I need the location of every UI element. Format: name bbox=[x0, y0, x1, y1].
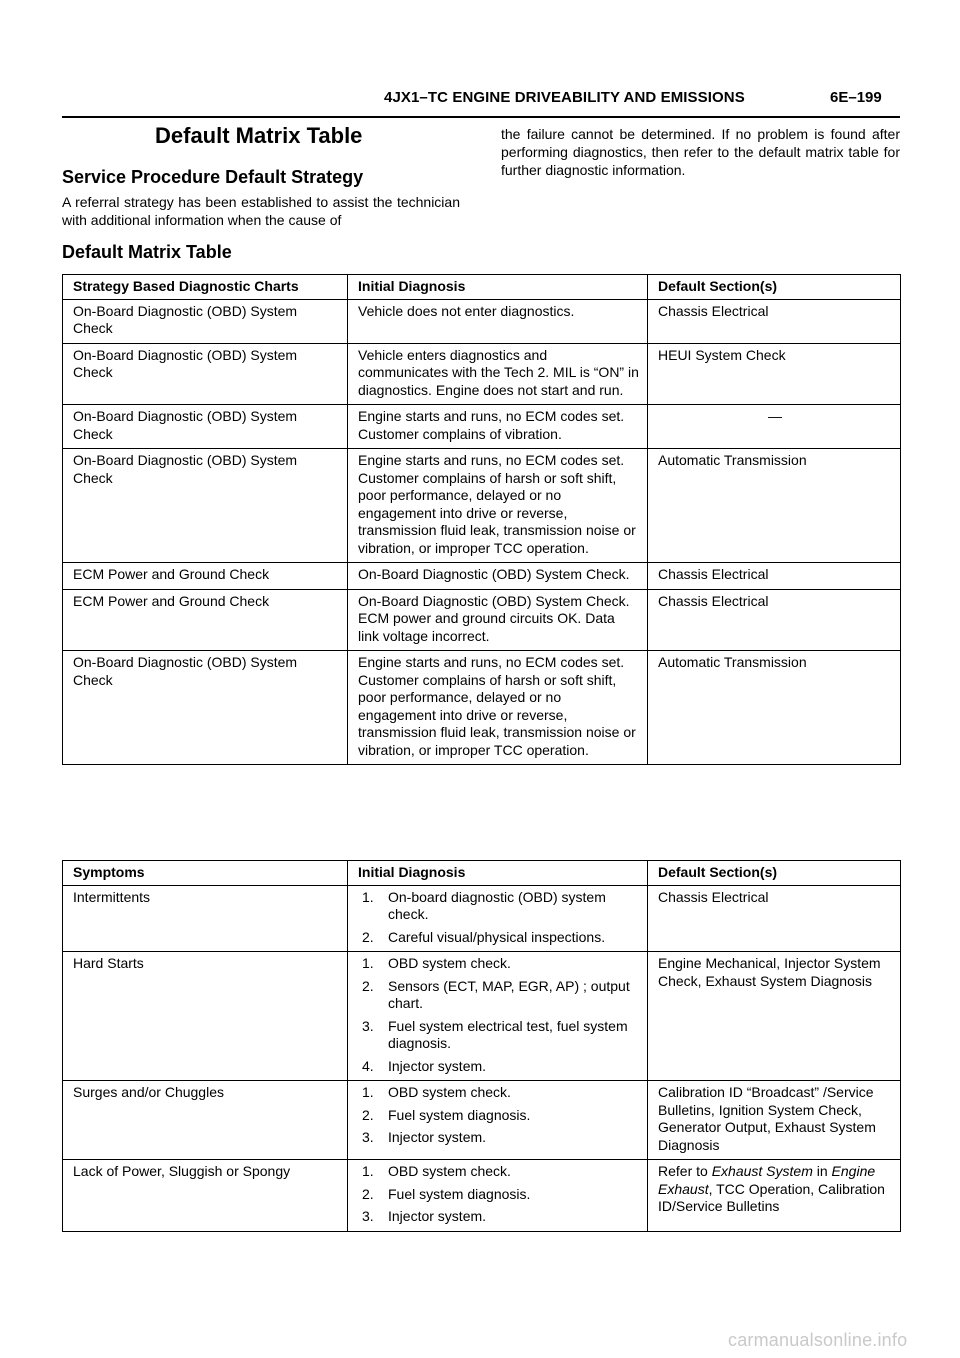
section-cell bbox=[648, 1160, 901, 1232]
step-text: Fuel system diagnosis. bbox=[388, 1185, 531, 1202]
list-item bbox=[358, 1163, 639, 1181]
section-cell: Automatic Transmission bbox=[648, 449, 901, 563]
section-cell: Chassis Electrical bbox=[648, 885, 901, 952]
column-header: Strategy Based Diagnostic Charts bbox=[63, 275, 348, 300]
symptoms-matrix-table bbox=[62, 860, 901, 1232]
table-row bbox=[63, 651, 901, 765]
list-item bbox=[358, 1018, 639, 1053]
table-header-row bbox=[63, 275, 901, 300]
table-row bbox=[63, 343, 901, 405]
column-header: Initial Diagnosis bbox=[348, 275, 648, 300]
step-text: OBD system check. bbox=[388, 955, 511, 971]
watermark: carmanualsonline.info bbox=[728, 1330, 908, 1350]
diagnosis-cell bbox=[348, 885, 648, 952]
step-number: 1. bbox=[362, 1163, 374, 1179]
step-text: Careful visual/physical inspections. bbox=[388, 928, 606, 945]
column-header: Symptoms bbox=[63, 861, 348, 886]
chart-cell: On-Board Diagnostic (OBD) System Check bbox=[63, 449, 348, 563]
chart-cell: On-Board Diagnostic (OBD) System Check bbox=[63, 343, 348, 405]
page-header bbox=[0, 89, 960, 111]
diagnosis-cell: Engine starts and runs, no ECM codes set. Customer complains of harsh or soft shift, poor performance, delayed or no engagement into drive or reverse, transmission fluid leak, transmission noise or vibration, or improper TCC operation. bbox=[348, 449, 648, 563]
step-text: Injector system. bbox=[388, 1057, 487, 1074]
chart-cell: On-Board Diagnostic (OBD) System Check bbox=[63, 651, 348, 765]
chart-cell: On-Board Diagnostic (OBD) System Check bbox=[63, 299, 348, 343]
step-number: 1. bbox=[362, 1084, 374, 1100]
section-title: Service Procedure Default Strategy bbox=[62, 167, 364, 187]
list-item bbox=[358, 1058, 639, 1076]
diagnosis-cell bbox=[348, 1160, 648, 1232]
page-number: 6E–199 bbox=[830, 89, 882, 106]
table-header-row bbox=[63, 861, 901, 886]
step-text: Fuel system diagnosis. bbox=[388, 1106, 531, 1123]
section-cell: Calibration ID “Broadcast” /Service Bulletins, Ignition System Check, Generator Output, Exhaust System Diagnosis bbox=[648, 1081, 901, 1160]
column-header: Default Section(s) bbox=[648, 275, 901, 300]
diagnosis-cell bbox=[348, 1081, 648, 1160]
chart-cell: ECM Power and Ground Check bbox=[63, 563, 348, 590]
diagnosis-steps bbox=[358, 955, 639, 1075]
section-cell: Automatic Transmission bbox=[648, 651, 901, 765]
diagnosis-steps bbox=[358, 1163, 639, 1226]
step-number: 2. bbox=[362, 1106, 374, 1123]
table-row bbox=[63, 885, 901, 952]
chart-cell: ECM Power and Ground Check bbox=[63, 589, 348, 651]
step-text: Injector system. bbox=[388, 1208, 487, 1224]
table-row bbox=[63, 589, 901, 651]
list-item bbox=[358, 1186, 639, 1204]
diagnosis-cell: Vehicle enters diagnostics and communicates with the Tech 2. MIL is “ON” in diagnostics. Engine does not start and run. bbox=[348, 343, 648, 405]
step-number: 2. bbox=[362, 1185, 374, 1202]
chart-cell: On-Board Diagnostic (OBD) System Check bbox=[63, 405, 348, 449]
step-number: 3. bbox=[362, 1129, 374, 1145]
diagnosis-cell: On-Board Diagnostic (OBD) System Check. bbox=[348, 563, 648, 590]
list-item bbox=[358, 1107, 639, 1125]
diagnosis-cell: On-Board Diagnostic (OBD) System Check. ECM power and ground circuits OK. Data link voltage incorrect. bbox=[348, 589, 648, 651]
page-title: Default Matrix Table bbox=[155, 123, 363, 148]
list-item bbox=[358, 1208, 639, 1226]
step-text: Sensors (ECT, MAP, EGR, AP) ; output chart. bbox=[388, 977, 630, 1011]
table-row bbox=[63, 449, 901, 563]
diagnosis-cell: Engine starts and runs, no ECM codes set. Customer complains of vibration. bbox=[348, 405, 648, 449]
symptom-cell: Surges and/or Chuggles bbox=[63, 1081, 348, 1160]
diagnosis-cell: Vehicle does not enter diagnostics. bbox=[348, 299, 648, 343]
step-text: OBD system check. bbox=[388, 1163, 511, 1179]
list-item bbox=[358, 1129, 639, 1147]
step-number: 1. bbox=[362, 888, 374, 905]
section-cell: Chassis Electrical bbox=[648, 299, 901, 343]
table-row bbox=[63, 1081, 901, 1160]
list-item bbox=[358, 978, 639, 1013]
list-item bbox=[358, 1084, 639, 1102]
diagnosis-steps bbox=[358, 889, 639, 947]
diagnosis-steps bbox=[358, 1084, 639, 1147]
step-number: 1. bbox=[362, 955, 374, 971]
symptom-cell: Lack of Power, Sluggish or Spongy bbox=[63, 1160, 348, 1232]
column-header: Default Section(s) bbox=[648, 861, 901, 886]
list-item bbox=[358, 955, 639, 973]
table-row bbox=[63, 405, 901, 449]
symptom-cell: Hard Starts bbox=[63, 952, 348, 1081]
step-number: 2. bbox=[362, 977, 374, 994]
step-number: 4. bbox=[362, 1057, 374, 1074]
step-number: 3. bbox=[362, 1208, 374, 1224]
section-cell: — bbox=[648, 405, 901, 449]
list-item bbox=[358, 929, 639, 947]
table-row bbox=[63, 563, 901, 590]
diagnosis-cell: Engine starts and runs, no ECM codes set. Customer complains of harsh or soft shift, poor performance, delayed or no engagement into drive or reverse, transmission fluid leak, transmission noise or vibration, or improper TCC operation. bbox=[348, 651, 648, 765]
intro-paragraph-right: the failure cannot be determined. If no problem is found after performing diagnostics, then refer to the default matrix table for further diagnostic information. bbox=[501, 126, 900, 178]
section-text: Refer to bbox=[658, 1163, 712, 1179]
step-text: On-board diagnostic (OBD) system check. bbox=[388, 888, 606, 922]
section-reference: Exhaust System bbox=[711, 1163, 813, 1179]
header-rule bbox=[62, 116, 900, 118]
section-cell: HEUI System Check bbox=[648, 343, 901, 405]
strategy-matrix-table bbox=[62, 274, 901, 765]
intro-paragraph-left: A referral strategy has been established to assist the technician with additional information when the cause of bbox=[62, 194, 460, 228]
step-text: Fuel system electrical test, fuel system diagnosis. bbox=[388, 1017, 628, 1051]
step-text: Injector system. bbox=[388, 1129, 487, 1145]
table-row bbox=[63, 1160, 901, 1232]
symptom-cell: Intermittents bbox=[63, 885, 348, 952]
table-row bbox=[63, 299, 901, 343]
step-number: 2. bbox=[362, 928, 374, 945]
step-text: OBD system check. bbox=[388, 1084, 511, 1100]
section-cell: Chassis Electrical bbox=[648, 563, 901, 590]
section-cell: Chassis Electrical bbox=[648, 589, 901, 651]
section-text: , TCC Operation, Calibration ID/Service Bulletins bbox=[658, 1180, 885, 1214]
column-header: Initial Diagnosis bbox=[348, 861, 648, 886]
section-cell: Engine Mechanical, Injector System Check, Exhaust System Diagnosis bbox=[648, 952, 901, 1081]
table-row bbox=[63, 952, 901, 1081]
table-heading: Default Matrix Table bbox=[62, 242, 232, 262]
list-item bbox=[358, 889, 639, 924]
diagnosis-cell bbox=[348, 952, 648, 1081]
step-number: 3. bbox=[362, 1017, 374, 1034]
section-reference: Engine Exhaust bbox=[658, 1163, 876, 1197]
section-text: in bbox=[812, 1163, 832, 1179]
header-title: 4JX1–TC ENGINE DRIVEABILITY AND EMISSIONS bbox=[384, 89, 745, 106]
